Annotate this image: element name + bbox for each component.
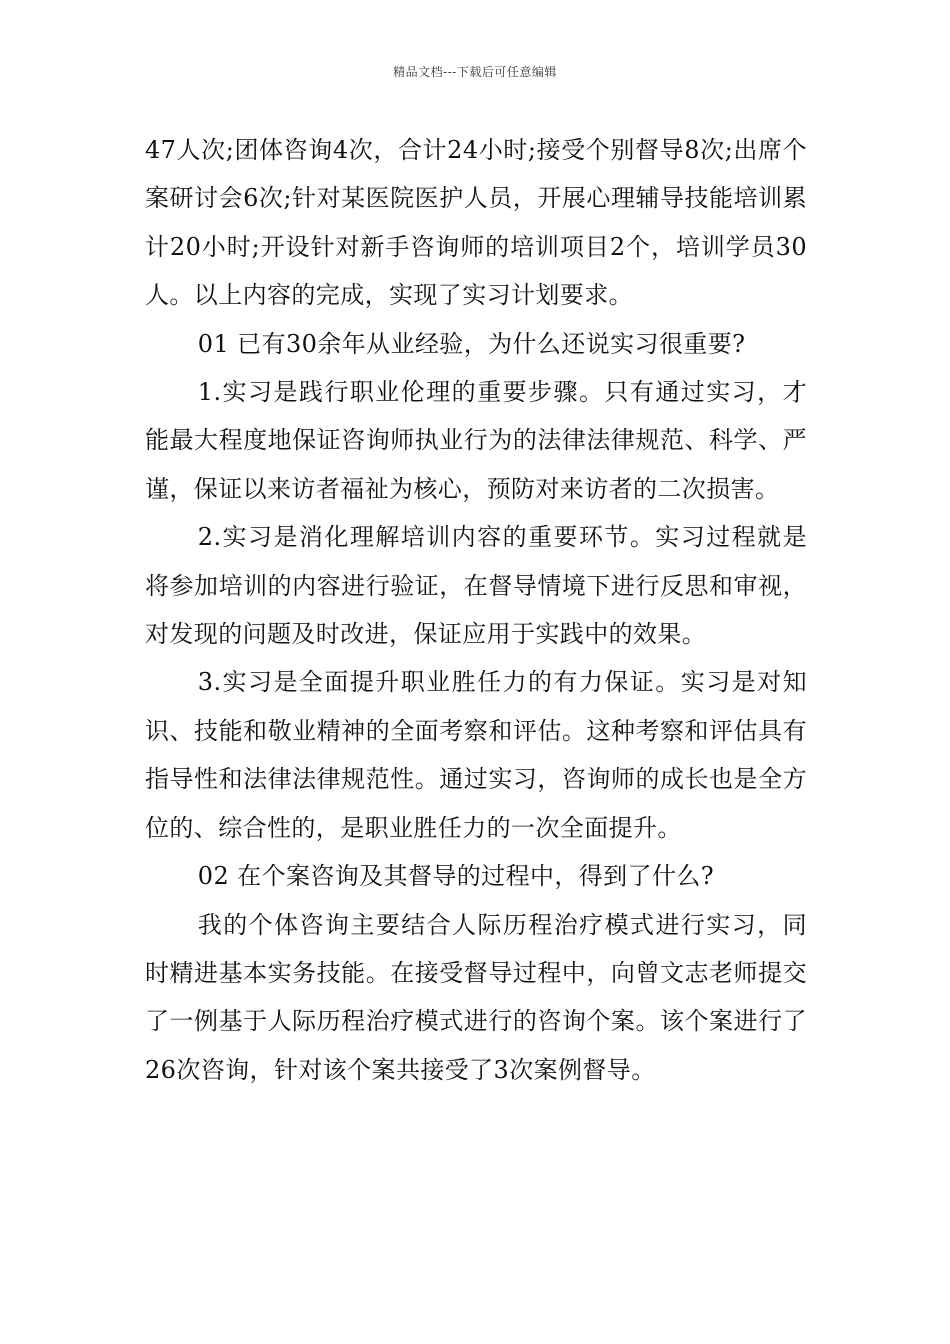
paragraph-point-1: 1.实习是践行职业伦理的重要步骤。只有通过实习，才能最大程度地保证咨询师执业行为的法律法律规范、科学、严谨，保证以来访者福祉为核心，预防对来访者的二次损害。	[145, 378, 807, 503]
question-heading-01: 01 已有30余年从业经验，为什么还说实习很重要?	[197, 329, 746, 358]
paragraph-intro: 47人次;团体咨询4次，合计24小时;接受个别督导8次;出席个案研讨会6次;针对某医院医护人员，开展心理辅导技能培训累计20小时;开设针对新手咨询师的培训项目2个，培训学员30人。以上内容的完成，实现了实习计划要求。	[145, 136, 807, 310]
paragraph-answer-02: 我的个体咨询主要结合人际历程治疗模式进行实习，同时精进基本实务技能。在接受督导过程中，向曾文志老师提交了一例基于人际历程治疗模式进行的咨询个案。该个案进行了26次咨询，针对该个案共接受了3次案例督导。	[145, 910, 807, 1084]
paragraph-point-2: 2.实习是消化理解培训内容的重要环节。实习过程就是将参加培训的内容进行验证，在督导情境下进行反思和审视，对发现的问题及时改进，保证应用于实践中的效果。	[145, 523, 807, 649]
paragraph-point-3: 3.实习是全面提升职业胜任力的有力保证。实习是对知识、技能和敬业精神的全面考察和评估。这种考察和评估具有指导性和法律法律规范性。通过实习，咨询师的成长也是全方位的、综合性的，是职业胜任力的一次全面提升。	[145, 668, 807, 842]
document-body	[145, 126, 807, 1094]
page-header: 精品文档---下载后可任意编辑	[393, 65, 557, 79]
question-heading-02: 02 在个案咨询及其督导的过程中，得到了什么?	[197, 862, 715, 891]
